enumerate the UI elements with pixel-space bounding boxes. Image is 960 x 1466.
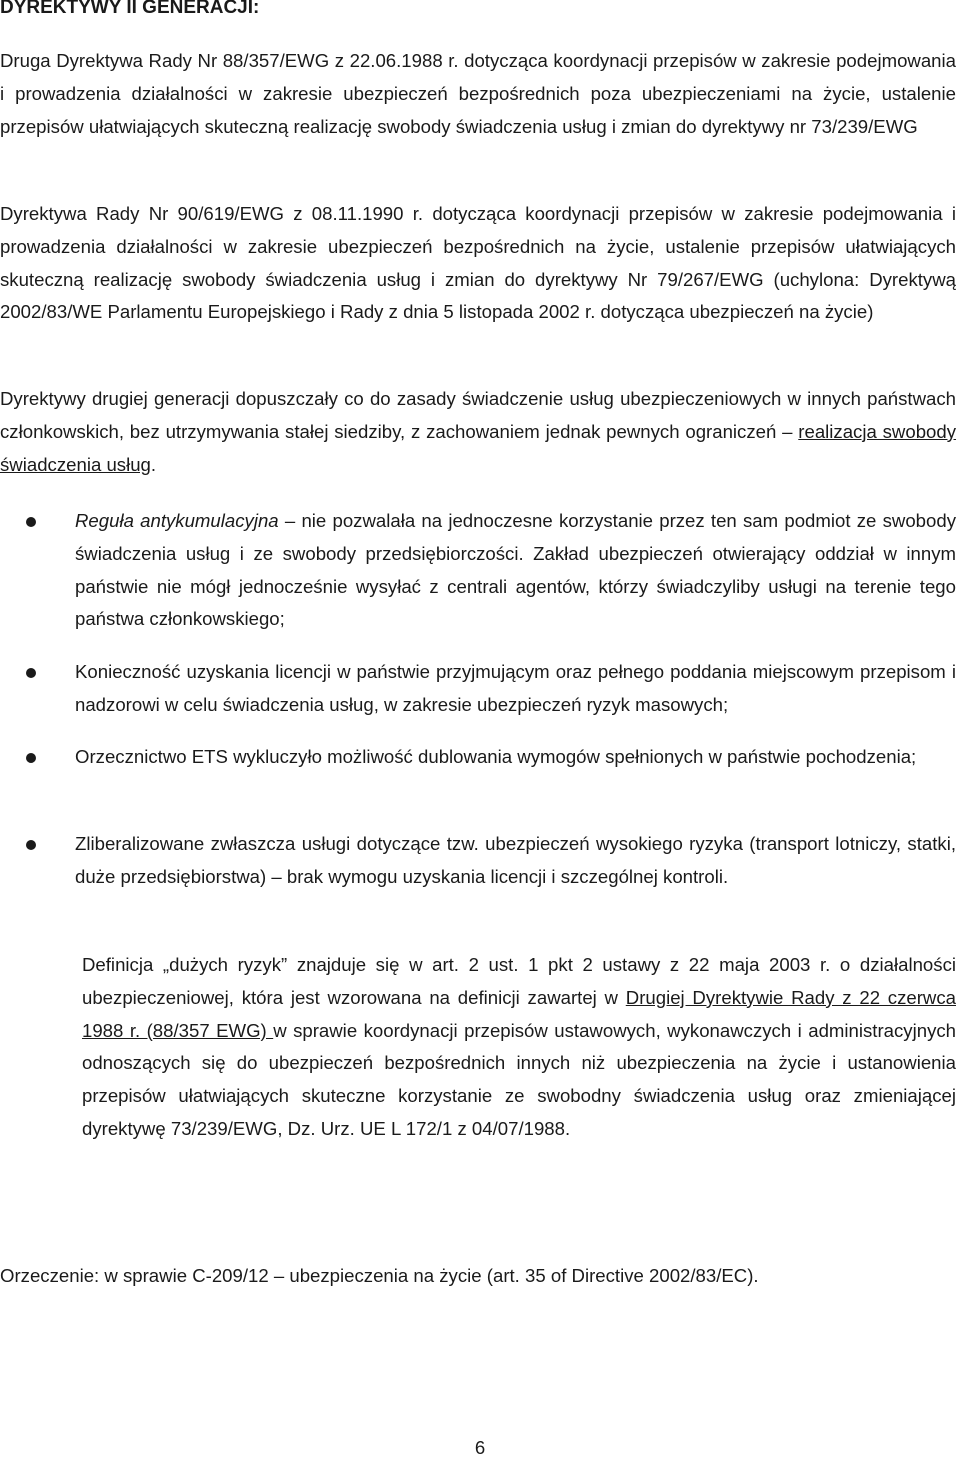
summary-underlined: realizacja swobody świadczenia usług bbox=[0, 420, 957, 475]
directive-90-619-paragraph: Dyrektywa Rady Nr 90/619/EWG z 08.11.1990 r. dotycząca koordynacji przepisów w zakresie podejmowania i prowadzenia działalności w zakresie ubezpieczeń bezpośrednich na życie, ustalenie przepisów ułatwiających skuteczną realizację swobody świadczenia usług i zmian do dyrektywy Nr 79/267/EWG (uchylona: Dyrektywą 2002/83/WE Parlamentu Europejskiego i Rady z dnia 5 listopada 2002 r. dotycząca ubezpieczeń na życie) bbox=[0, 203, 956, 323]
definition-rest: w sprawie koordynacji przepisów ustawowych, wykonawczych i administracyjnych odnoszących się do ubezpieczeń bezpośrednich innych niż ubezpieczenia na życie i ustanowienia przepisów ułatwiających skuteczne korzystanie ze swobodny świadczenia usług oraz zmieniającej dyrektywę 73/239/EWG, Dz. Urz. UE L 172/1 z 04/07/1988. bbox=[82, 1019, 957, 1139]
bullet-icon bbox=[26, 753, 36, 763]
second-generation-summary bbox=[0, 383, 956, 481]
ruling-line: Orzeczenie: w sprawie C-209/12 – ubezpieczenia na życie (art. 35 of Directive 2002/83/EC). bbox=[0, 1265, 759, 1286]
directive-88-357-paragraph: Druga Dyrektywa Rady Nr 88/357/EWG z 22.06.1988 r. dotycząca koordynacji przepisów w zakresie podejmowania i prowadzenia działalności w zakresie ubezpieczeń bezpośrednich poza ubezpieczeniami na życie, ustalenie przepisów ułatwiających skuteczną realizację swobody świadczenia usług i zmian do dyrektywy nr 73/239/EWG bbox=[0, 50, 956, 137]
list-item-text: Orzecznictwo ETS wykluczyło możliwość dublowania wymogów spełnionych w państwie pochodzenia; bbox=[75, 746, 917, 767]
summary-end: . bbox=[150, 453, 157, 475]
rule-term: Reguła antykumulacyjna bbox=[75, 510, 279, 531]
page-number: 6 bbox=[474, 1437, 486, 1458]
list-item-text: Konieczność uzyskania licencji w państwie przyjmującym oraz pełnego poddania miejscowym przepisom i nadzorowi w celu świadczenia usług, w zakresie ubezpieczeń ryzyk masowych; bbox=[75, 661, 956, 715]
list-item-text bbox=[75, 505, 956, 636]
list-item-body: – nie pozwalała na jednoczesne korzystanie przez ten sam podmiot ze swobody świadczenia usług i ze swobody przedsiębiorczości. Zakład ubezpieczeń otwierający oddział w innym państwie nie mógł jednocześnie wysyłać z centrali agentów, którzy świadczyliby usługi na terenie tego państwa członkowskiego; bbox=[75, 510, 956, 630]
section-heading: DYREKTYWY II GENERACJI: bbox=[0, 0, 260, 18]
definition-text: Definicja „dużych ryzyk” znajduje się w art. 2 ust. 1 pkt 2 ustawy z 22 maja 2003 r. o działalności ubezpieczeniowej, która jest wzorowana na definicji zawartej w bbox=[82, 954, 956, 1008]
bullet-icon bbox=[26, 668, 36, 678]
list-item-text: Zliberalizowane zwłaszcza usługi dotyczące tzw. ubezpieczeń wysokiego ryzyka (transport lotniczy, statki, duże przedsiębiorstwa) – brak wymogu uzyskania licencji i szczególnej kontroli. bbox=[75, 833, 956, 887]
bullet-icon bbox=[26, 517, 36, 527]
summary-text: Dyrektywy drugiej generacji dopuszczały co do zasady świadczenie usług ubezpieczeniowych w innych państwach członkowskich, bez utrzymywania stałej siedziby, z zachowaniem jednak pewnych ograniczeń – bbox=[0, 388, 956, 442]
bullet-icon bbox=[26, 840, 36, 850]
large-risks-definition bbox=[82, 949, 956, 1146]
second-directive-link[interactable]: Drugiej Dyrektywie Rady z 22 czerwca 1988 r. (88/357 EWG) bbox=[82, 986, 956, 1041]
